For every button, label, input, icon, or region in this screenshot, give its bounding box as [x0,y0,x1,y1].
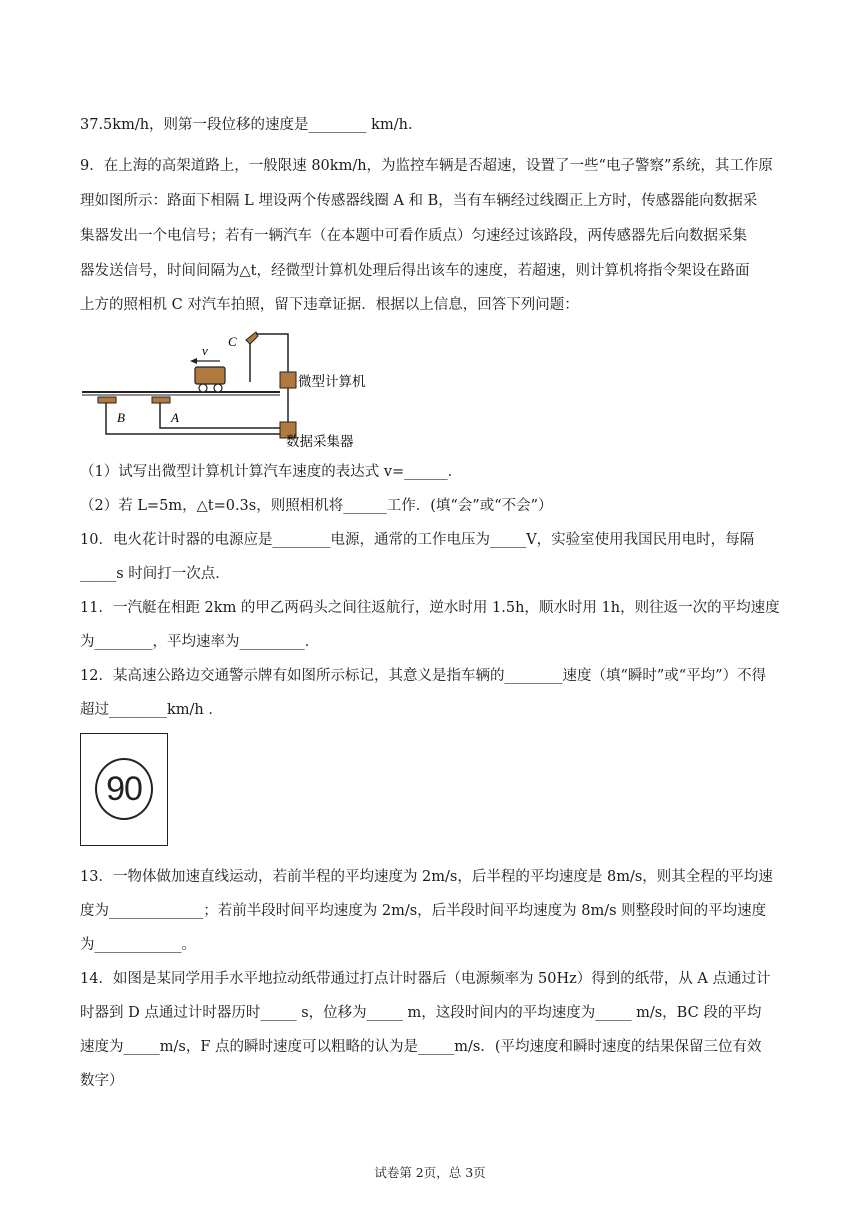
question-14-line-1: 14．如图是某同学用手水平地拉动纸带通过打点计时器后（电源频率为 50Hz）得到的纸带，从 A 点通过计 [80,971,771,987]
question-9-line-5: 上方的照相机 C 对汽车拍照，留下违章证据．根据以上信息，回答下列问题： [80,297,579,313]
question-9-line-4: 器发送信号，时间间隔为△t，经微型计算机处理后得出该车的速度，若超速，则计算机将指令架设在路面 [80,263,750,279]
question-12-line-1: 12．某高速公路边交通警示牌有如图所示标记，其意义是指车辆的________速度（填“瞬时”或“平均”）不得 [80,668,767,684]
label-v: v [202,343,208,358]
text-line-0: 37.5km/h，则第一段位移的速度是________ km/h. [80,117,413,133]
question-9-sub-1: （1）试写出微型计算机计算汽车速度的表达式 v=______． [80,464,463,480]
page-footer: 试卷第 2页，总 3页 [374,1165,486,1180]
question-14-line-4: 数字） [80,1073,124,1089]
question-13-line-2: 度为_____________；若前半段时间平均速度为 2m/s，后半段时间平均速度为 8m/s 则整段时间的平均速度 [80,903,767,919]
car-wheel-2 [214,384,222,392]
label-c: C [228,334,237,349]
label-collector: 数据采集器 [286,434,354,450]
speed-camera-figure [80,322,380,452]
speed-limit-circle [95,758,153,820]
question-14-line-3: 速度为_____m/s，F 点的瞬时速度可以粗略的认为是_____m/s．(平均速度和瞬时速度的结果保留三位有效 [80,1039,762,1055]
sensor-a [152,397,170,403]
velocity-arrowhead [190,358,197,364]
question-11-line-1: 11．一汽艇在相距 2km 的甲乙两码头之间往返航行，逆水时用 1.5h，顺水时用 1h，则往返一次的平均速度 [80,600,780,616]
question-12-line-2: 超过________km/h ． [80,702,223,718]
question-9-line-1: 9．在上海的高架道路上，一般限速 80km/h，为监控车辆是否超速，设置了一些“电子警察”系统，其工作原 [80,158,773,174]
question-13-line-1: 13．一物体做加速直线运动，若前半程的平均速度为 2m/s，后半程的平均速度是 8m/s，则其全程的平均速 [80,869,773,885]
sensor-b [98,397,116,403]
car-body [195,367,225,384]
wire-camera [256,334,288,372]
wire-b [106,403,280,434]
computer-box [280,372,296,388]
speed-limit-sign [80,733,168,846]
question-10-line-2: _____s 时间打一次点． [80,566,230,582]
question-13-line-3: 为____________。 [80,937,196,953]
car-wheel-1 [199,384,207,392]
label-computer: 微型计算机 [298,374,366,390]
question-9-line-2: 理如图所示：路面下相隔 L 埋设两个传感器线圈 A 和 B，当有车辆经过线圈正上方时，传感器能向数据采 [80,193,758,209]
label-b: B [117,410,125,425]
label-a: A [171,410,179,425]
question-14-line-2: 时器到 D 点通过计时器历时_____ s，位移为_____ m，这段时间内的平均速度为_____ m/s，BC 段的平均 [80,1005,762,1021]
question-9-sub-2: （2）若 L=5m，△t=0.3s，则照相机将______工作．(填“会”或“不会”） [80,498,553,514]
question-11-line-2: 为________，平均速率为_________． [80,634,320,650]
question-10-line-1: 10．电火花计时器的电源应是________电源，通常的工作电压为_____V，实验室使用我国民用电时，每隔 [80,532,755,548]
speed-limit-value: 90 [106,770,142,808]
question-9-line-3: 集器发出一个电信号；若有一辆汽车（在本题中可看作质点）匀速经过该路段，两传感器先后向数据采集 [80,228,747,244]
